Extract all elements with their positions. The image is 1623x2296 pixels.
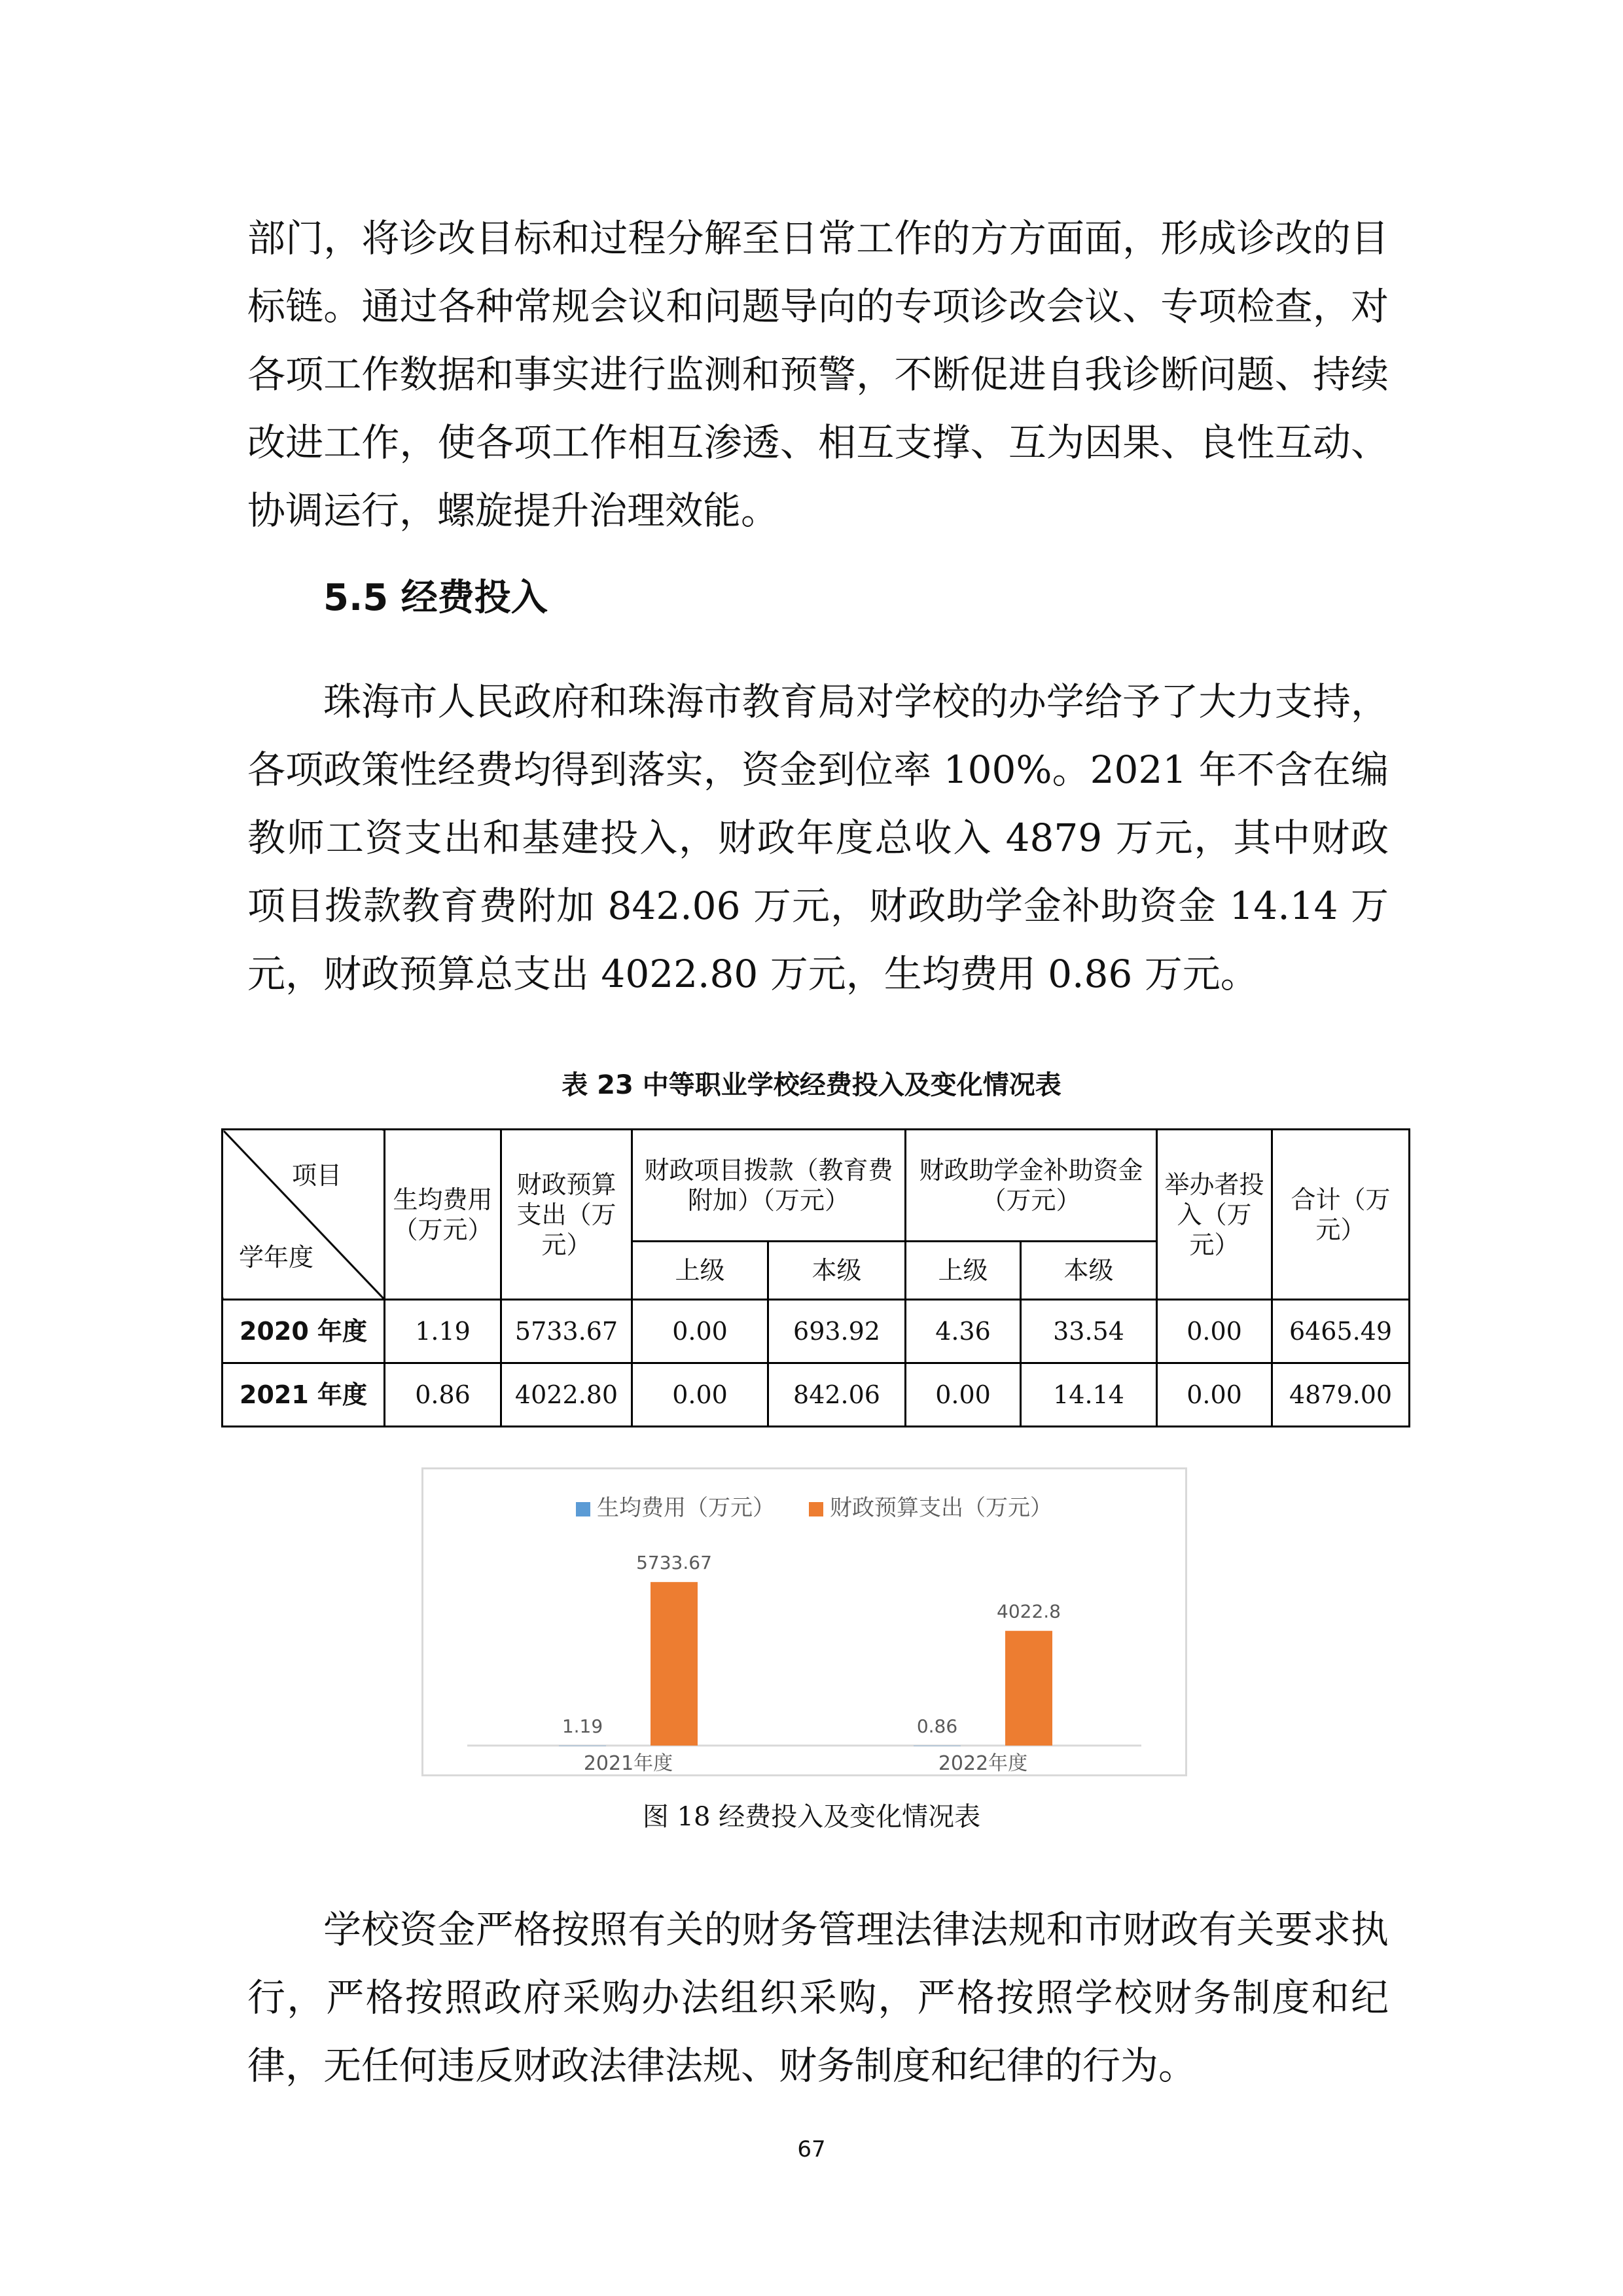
body-paragraph-1: 部门，将诊改目标和过程分解至日常工作的方方面面，形成诊改的目标链。通过各种常规会议和问题导向的专项诊改会议、专项检查，对各项工作数据和事实进行监测和预警，不断促进自我诊断问题、持续改进工作，使各项工作相互渗透、相互支撑、互为因果、良性互动、协调运行，螺旋提升治理效能。	[247, 216, 1389, 533]
section-heading: 5.5 经费投入	[323, 577, 548, 619]
corner-label-year: 学年度	[239, 1243, 314, 1272]
data-label-1-0: 0.86	[916, 1715, 958, 1737]
header-project-funds: 财政项目拨款（教育费附加）（万元）	[632, 1130, 906, 1242]
cell-total: 4879.00	[1272, 1363, 1410, 1427]
funding-bar-chart	[421, 1467, 1187, 1776]
cell-sponsor: 0.00	[1157, 1300, 1272, 1363]
cell-pf-upper: 0.00	[632, 1300, 768, 1363]
table-corner-cell	[223, 1130, 385, 1300]
cell-total: 6465.49	[1272, 1300, 1410, 1363]
bar-1-1	[1005, 1631, 1052, 1746]
data-label-1-1: 4022.8	[997, 1600, 1061, 1623]
x-tick-label-1: 2022年度	[938, 1752, 1028, 1775]
legend-swatch-0	[576, 1502, 590, 1516]
table-row	[223, 1300, 1410, 1363]
cell-budget: 5733.67	[501, 1300, 632, 1363]
header-total: 合计（万元）	[1272, 1130, 1410, 1300]
page-number: 67	[797, 2136, 826, 2162]
legend-swatch-1	[809, 1502, 823, 1516]
data-label-0-1: 5733.67	[636, 1552, 712, 1574]
cell-pf-local: 842.06	[768, 1363, 906, 1427]
header-sub-upper: 上级	[906, 1242, 1021, 1300]
header-per-student: 生均费用（万元）	[385, 1130, 501, 1300]
cell-sub-upper: 0.00	[906, 1363, 1021, 1427]
x-tick-label-0: 2021年度	[583, 1752, 673, 1775]
legend-label-1: 财政预算支出（万元）	[830, 1495, 1052, 1521]
cell-pf-upper: 0.00	[632, 1363, 768, 1427]
body-paragraph-2: 珠海市人民政府和珠海市教育局对学校的办学给予了大力支持，各项政策性经费均得到落实，资金到位率 100%。2021 年不含在编教师工资支出和基建投入，财政年度总收入 4879 万元，其中财政项目拨款教育费附加 842.06 万元，财政助学金补助资金 14.14 万元，财政预算总支出 4022.80 万元，生均费用 0.86 万元。	[247, 679, 1389, 996]
header-sponsor: 举办者投入（万元）	[1157, 1130, 1272, 1300]
cell-sponsor: 0.00	[1157, 1363, 1272, 1427]
legend-label-0: 生均费用（万元）	[597, 1495, 775, 1521]
header-budget: 财政预算支出（万元）	[501, 1130, 632, 1300]
cell-budget: 4022.80	[501, 1363, 632, 1427]
header-sub-local: 本级	[1021, 1242, 1157, 1300]
funding-table	[221, 1128, 1410, 1427]
header-pf-local: 本级	[768, 1242, 906, 1300]
data-label-0-0: 1.19	[562, 1715, 603, 1737]
header-pf-upper: 上级	[632, 1242, 768, 1300]
cell-per-student: 0.86	[385, 1363, 501, 1427]
cell-pf-local: 693.92	[768, 1300, 906, 1363]
row-year: 2020 年度	[223, 1300, 385, 1363]
cell-sub-local: 33.54	[1021, 1300, 1157, 1363]
header-subsidy: 财政助学金补助资金（万元）	[906, 1130, 1157, 1242]
figure-caption: 图 18 经费投入及变化情况表	[642, 1802, 981, 1832]
bar-0-1	[651, 1582, 698, 1746]
table-caption: 表 23 中等职业学校经费投入及变化情况表	[562, 1070, 1061, 1100]
body-paragraph-3: 学校资金严格按照有关的财务管理法律法规和市财政有关要求执行，严格按照政府采购办法组织采购，严格按照学校财务制度和纪律，无任何违反财政法律法规、财务制度和纪律的行为。	[247, 1907, 1389, 2088]
row-year: 2021 年度	[223, 1363, 385, 1427]
cell-sub-local: 14.14	[1021, 1363, 1157, 1427]
table-row	[223, 1363, 1410, 1427]
corner-label-item: 项目	[291, 1161, 342, 1190]
cell-sub-upper: 4.36	[906, 1300, 1021, 1363]
cell-per-student: 1.19	[385, 1300, 501, 1363]
